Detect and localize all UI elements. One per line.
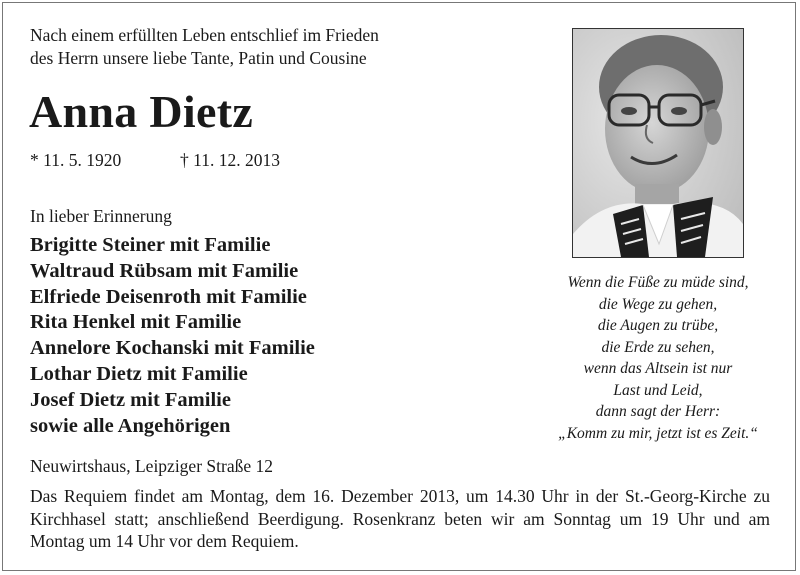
- poem-line: „Komm zu mir, jetzt ist es Zeit.“: [558, 424, 758, 442]
- mourner-entry: Waltraud Rübsam mit Familie: [30, 259, 299, 282]
- mourner-entry: Lothar Dietz mit Familie: [30, 362, 248, 385]
- poem-line: wenn das Altsein ist nur: [583, 360, 733, 377]
- poem-line: Last und Leid,: [613, 381, 703, 399]
- mourner-entry: Rita Henkel mit Familie: [30, 311, 242, 334]
- poem-line: die Augen zu trübe,: [597, 317, 719, 334]
- mourner-entry: Brigitte Steiner mit Familie: [30, 234, 271, 256]
- mourner-entry: Josef Dietz mit Familie: [30, 388, 231, 411]
- death-date: † 11. 12. 2013: [180, 150, 280, 170]
- poem-line: dann sagt der Herr:: [595, 403, 721, 420]
- poem-line: die Wege zu gehen,: [598, 295, 718, 313]
- mourner-entry: sowie alle Angehörigen: [30, 414, 231, 437]
- intro-line: Nach einem erfüllten Leben entschlief im Frieden: [30, 25, 379, 45]
- poem-line: Wenn die Füße zu müde sind,: [567, 274, 749, 291]
- intro-line: des Herrn unsere liebe Tante, Patin und Cousine: [30, 48, 367, 68]
- birth-date: * 11. 5. 1920: [30, 150, 122, 170]
- deceased-name: Anna Dietz: [29, 86, 254, 137]
- mourner-entry: Elfriede Deisenroth mit Familie: [30, 285, 307, 308]
- poem: [548, 272, 768, 444]
- mourner-entry: Annelore Kochanski mit Familie: [30, 337, 315, 360]
- address: Neuwirtshaus, Leipziger Straße 12: [30, 456, 273, 476]
- requiem-notice: Das Requiem findet am Montag, dem 16. Dezember 2013, um 14.30 Uhr in der St.-Georg-Kirche zu Kirchhasel statt; anschließend Beerdigung. Rosenkranz beten wir am Sonntag um 19 Uhr und am Montag um 14 Uhr vor dem Requiem.: [30, 486, 770, 551]
- mourners-list: [30, 233, 315, 439]
- portrait-image: [573, 29, 743, 257]
- intro-text: [30, 24, 550, 70]
- memory-label: In lieber Erinnerung: [30, 206, 172, 226]
- poem-line: die Erde zu sehen,: [601, 338, 715, 356]
- portrait-photo: [572, 28, 744, 258]
